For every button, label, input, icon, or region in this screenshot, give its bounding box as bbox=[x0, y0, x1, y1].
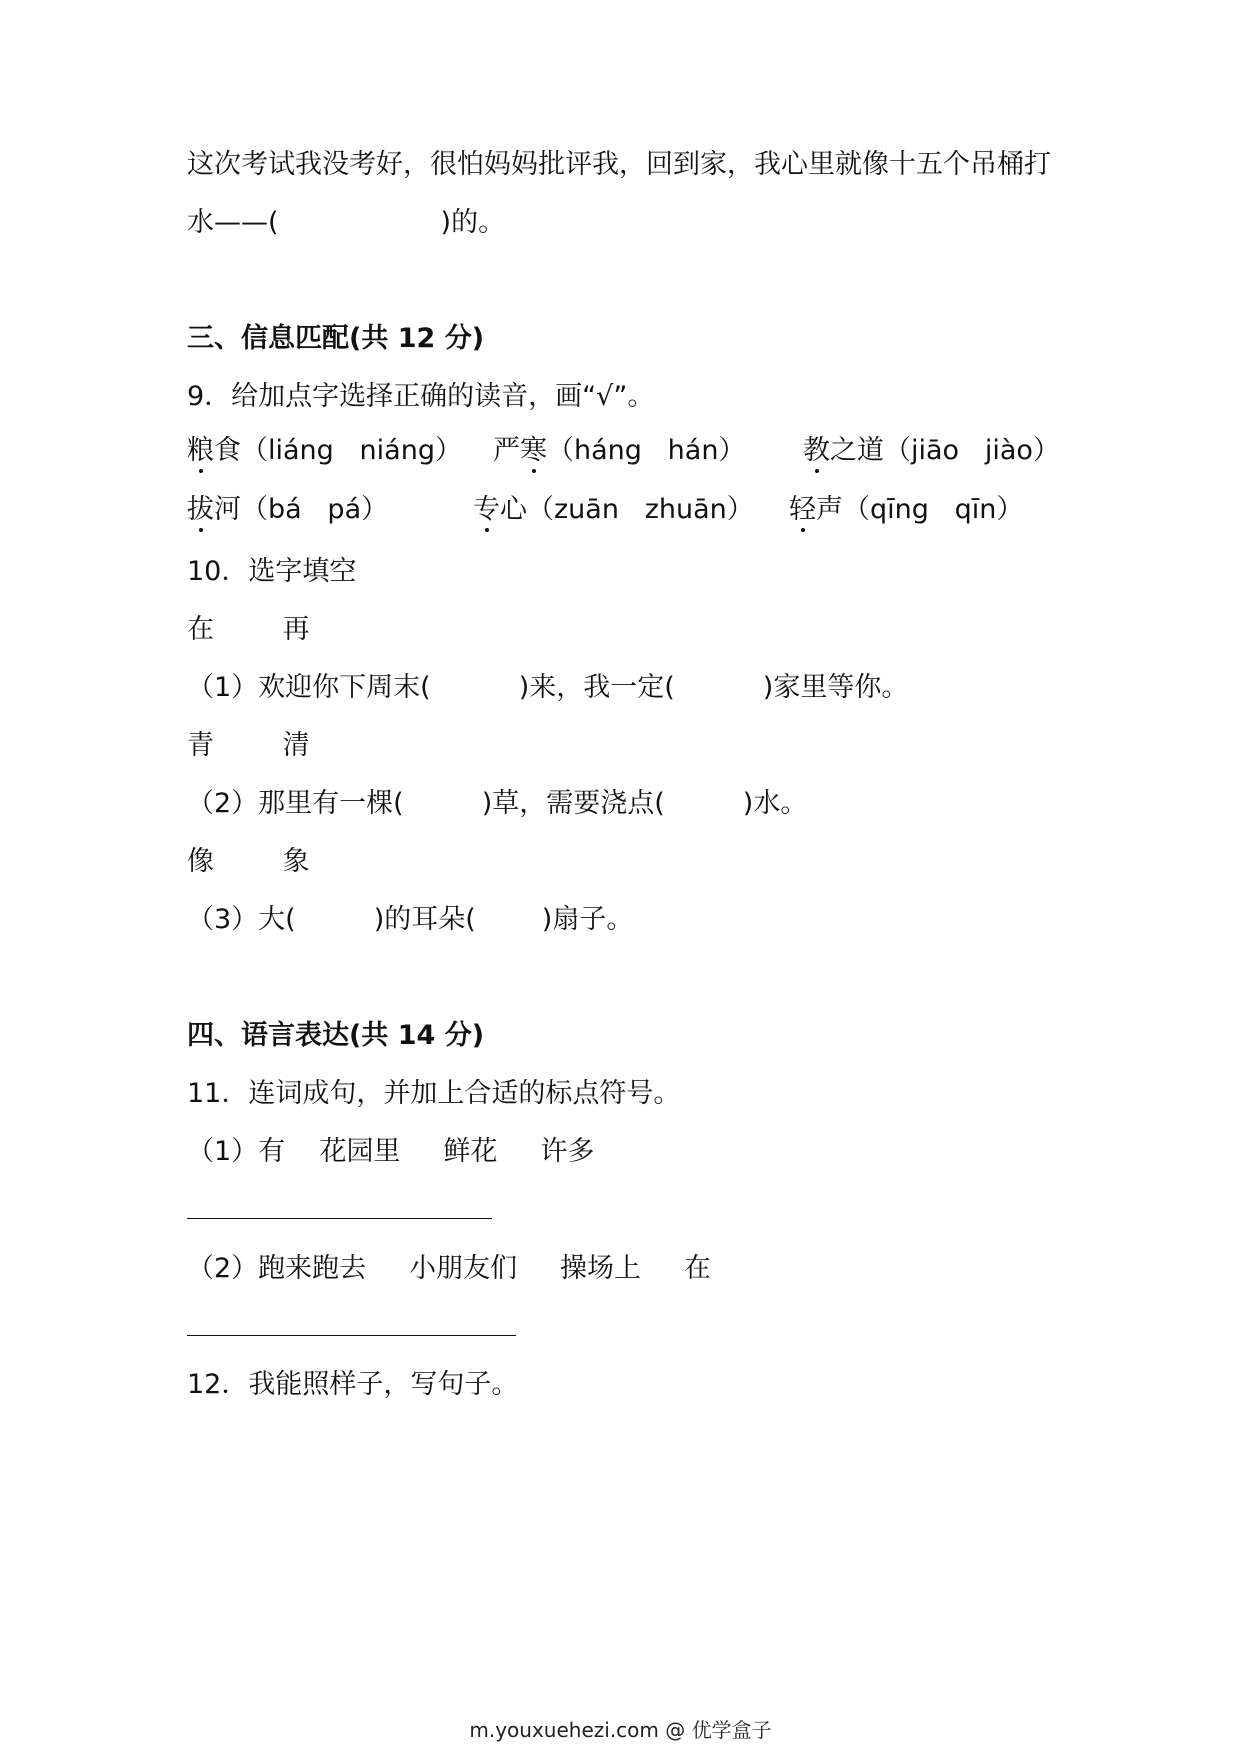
pinyin-choice[interactable]: （háng hán） bbox=[547, 435, 746, 466]
pinyin-choice[interactable]: 心（zuān zhuān） bbox=[500, 494, 754, 525]
pinyin-choice[interactable]: 食（liáng niáng） bbox=[214, 435, 462, 466]
sentence-part: )来，我一定( bbox=[518, 672, 675, 703]
pinyin-choice[interactable]: 声（qīng qīn） bbox=[816, 494, 1024, 525]
plain-char: 严 bbox=[493, 435, 520, 466]
q9-row-2-b bbox=[473, 491, 754, 529]
sentence-part: )扇子。 bbox=[541, 904, 634, 935]
sentence-part: )家里等你。 bbox=[762, 672, 909, 703]
dotted-char: 教 bbox=[803, 432, 830, 470]
dotted-char: 轻 bbox=[789, 491, 816, 529]
sentence-part: )草，需要浇点( bbox=[481, 788, 665, 819]
q10-sentence-2 bbox=[187, 785, 807, 823]
section-3-title: 三、信息匹配(共 12 分) bbox=[187, 323, 485, 354]
intro-line-2 bbox=[187, 204, 505, 242]
pinyin-choice[interactable]: 之道（jiāo jiào） bbox=[830, 435, 1060, 466]
sentence-part: （1）欢迎你下周末( bbox=[187, 672, 431, 703]
q12-prompt: 12．我能照样子，写句子。 bbox=[187, 1369, 519, 1400]
q10-sentence-3 bbox=[187, 901, 633, 939]
q9-row-1-c bbox=[803, 432, 1060, 470]
q9-row-2-c bbox=[789, 491, 1023, 529]
sentence-part: （3）大( bbox=[187, 904, 296, 935]
q10-sentence-1 bbox=[187, 669, 908, 707]
q11-prompt: 11．连词成句，并加上合适的标点符号。 bbox=[187, 1078, 681, 1109]
dotted-char: 拔 bbox=[187, 491, 214, 529]
q10-options-3: 像 象 bbox=[187, 846, 310, 877]
dotted-char: 专 bbox=[473, 491, 500, 529]
dotted-char: 寒 bbox=[520, 432, 547, 470]
q10-options-2: 青 清 bbox=[187, 730, 310, 761]
footer-watermark: m.youxuehezi.com @ 优学盒子 bbox=[469, 1718, 772, 1742]
q9-row-2-a bbox=[187, 491, 388, 529]
q10-prompt: 10．选字填空 bbox=[187, 556, 357, 587]
sentence-part: )水。 bbox=[742, 788, 808, 819]
q9-row-1-b bbox=[493, 432, 745, 470]
intro-line-2-pre: 水——( bbox=[187, 207, 279, 238]
section-4-title: 四、语言表达(共 14 分) bbox=[187, 1020, 485, 1051]
dotted-char: 粮 bbox=[187, 432, 214, 470]
q10-options-1: 在 再 bbox=[187, 614, 310, 645]
q11-item-2: （2）跑来跑去 小朋友们 操场上 在 bbox=[187, 1253, 711, 1284]
answer-line-2[interactable] bbox=[187, 1335, 516, 1336]
sentence-part: )的耳朵( bbox=[373, 904, 476, 935]
answer-line-1[interactable] bbox=[187, 1218, 492, 1219]
q11-item-1: （1）有 花园里 鲜花 许多 bbox=[187, 1136, 595, 1167]
sentence-part: （2）那里有一棵( bbox=[187, 788, 404, 819]
q9-row-1-a bbox=[187, 432, 462, 470]
pinyin-choice[interactable]: 河（bá pá） bbox=[214, 494, 389, 525]
intro-line-2-post: )的。 bbox=[440, 207, 506, 238]
intro-line-1: 这次考试我没考好，很怕妈妈批评我，回到家，我心里就像十五个吊桶打 bbox=[187, 149, 1051, 180]
q9-prompt: 9．给加点字选择正确的读音，画“√”。 bbox=[187, 381, 655, 412]
